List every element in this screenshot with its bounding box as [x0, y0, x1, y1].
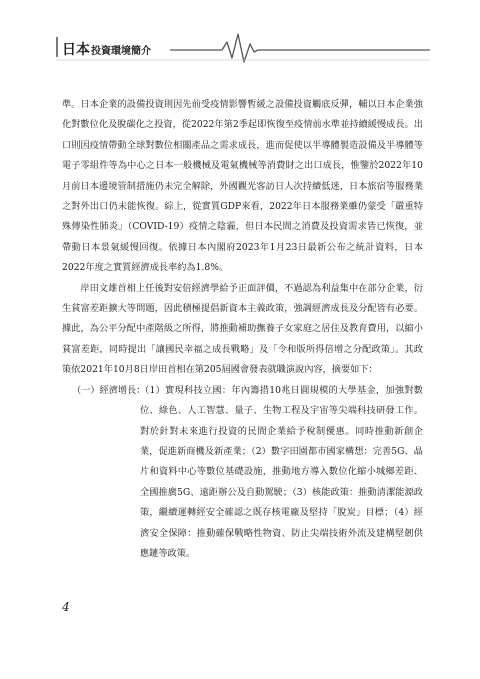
paragraph: 岸田文雄首相上任後對安倍經濟學給予正面評價，不過認為利益集中在部分企業，衍生貧富差距擴大等問題，因此積極提倡新資本主義政策，強調經濟成長及分配皆有必要。據此，為公平分配中產階級之所得，將推動補助撫養子女家庭之居住及教育費用，以縮小貧富差距，同時提出「讓國民幸福之成長戰略」及「令和版所得倍增之分配政策」。其政策依2021年10月8日岸田首相在第205屆國會發表就職演說內容，摘要如下：	[62, 282, 423, 376]
header-title	[62, 41, 151, 57]
header-title-sub: 投資環境簡介	[91, 46, 151, 57]
body-text	[62, 95, 423, 564]
header-title-main: 日本	[62, 42, 90, 58]
page-number: 4	[62, 600, 70, 614]
list-content: （1）實現科技立國：年內籌措10兆日圓規模的大學基金，加強對數位、綠色、人工智慧、量子、生物工程及宇宙等尖端科技研發工作。對於針對未來進行投資的民間企業給予稅制優惠。同時推動新創企業，促進新商機及新產業；（2）數字田園都市國家構想：完善5G、晶片和資料中心等數位基礎設施，推動地方導入數位化縮小城鄉差距、全國推廣5G、遠距辦公及自動駕駛；（3）核能政策：推動清潔能源政策，繼續運轉經安全確認之既存核電廠及堅持「脫炭」目標；（4）經濟安全保障：推動確保戰略性物資、防止尖端技術外流及建構堅韌供應鏈等政策。	[140, 384, 423, 559]
paragraph: 準。日本企業的設備投資則因先前受疫情影響暫緩之設備投資觸底反彈，輔以日本企業強化對數位化及脫碳化之投資，從2022年第2季起即恢復至疫情前水準並持續緩慢成長。出口則因疫情帶動全球對數位相關產品之需求成長，進而促使以半導體製造設備及半導體等電子零組件等為中心之日本一般機械及電氣機械等消費財之出口成長，惟鑒於2022年10月前日本邊境管制措施仍未完全解除，外國觀光客訪日人次持續低迷，日本旅宿等服務業之對外出口仍未能恢復。綜上，從實質GDP來看，2022年日本服務業雖仍蒙受「嚴重特殊傳染性肺炎」（COVID-19）疫情之陰霾，但日本民間之消費及投資需求皆已恢復，並帶動日本景氣緩慢回復。依據日本內閣府2023年1月23日最新公布之統計資料，日本2022年度之實質經濟成長率約為1.8%。	[62, 99, 423, 274]
heartbeat-line-icon	[170, 34, 430, 62]
list-item	[62, 381, 423, 565]
list-marker: （一）經濟增長：	[72, 384, 146, 396]
running-header	[0, 28, 480, 68]
